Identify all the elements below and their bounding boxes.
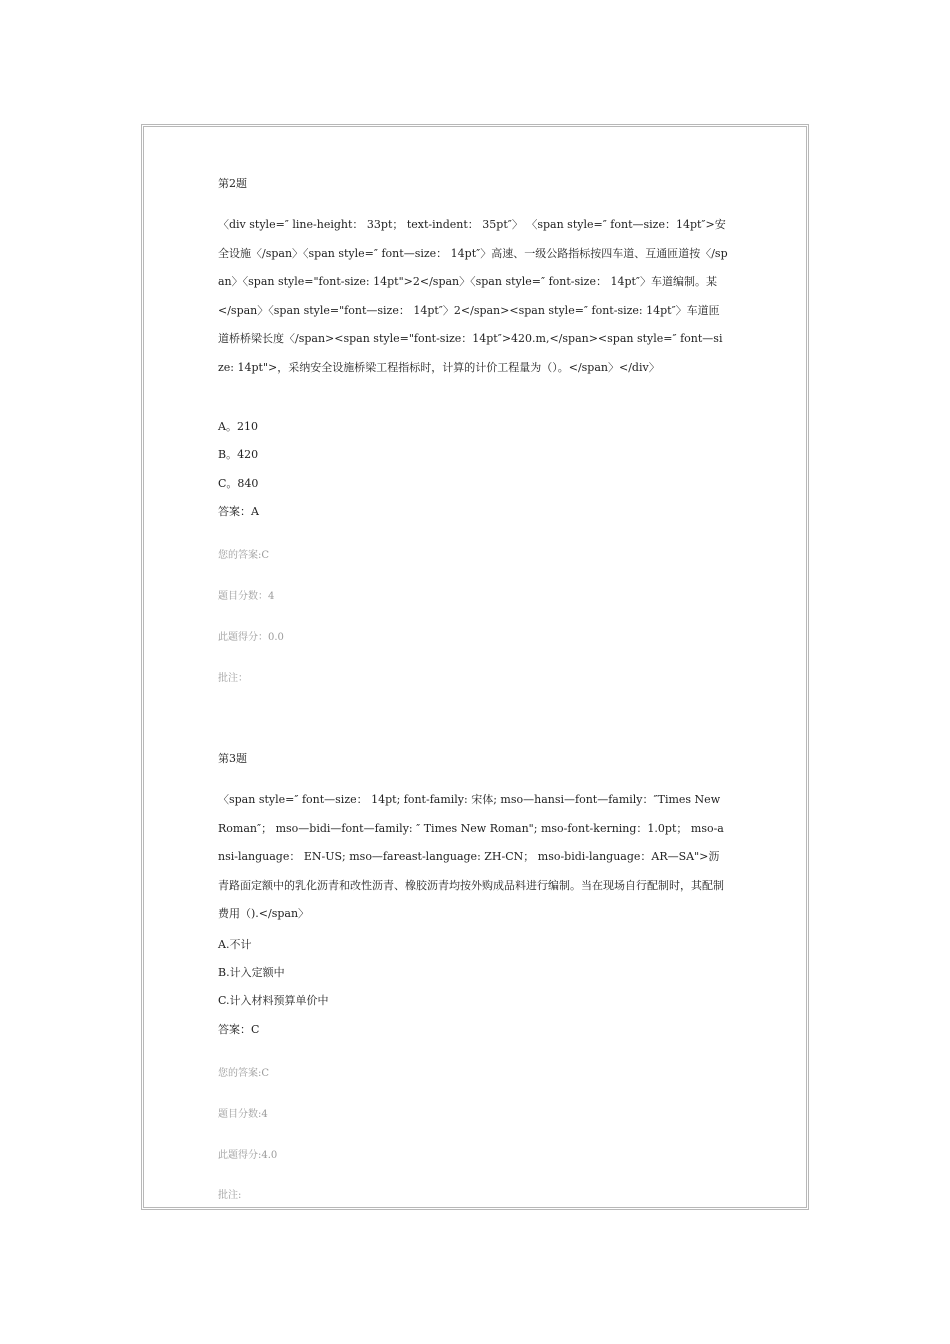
option-b: B.计入定额中 — [218, 966, 285, 979]
question-score: 题目分数:4 — [218, 1109, 268, 1120]
earned-score: 此题得分：0.0 — [218, 632, 284, 643]
earned-score: 此题得分:4.0 — [218, 1150, 278, 1161]
question-body: 〈div style=″ line-height： 33pt； text-indent： 35pt″〉 〈span style=″ font—size：14pt″>安全设施〈/span〉〈span style=″ font—size： 14pt″〉高速、一级公路指标按四车道、互通匝道按〈/span〉〈span style="font-size: 14pt">2</span〉〈span style=″ font-size： 14pt″〉车道编制。某</span〉〈span style="font—size： 14pt″〉2</span><span style=″ font-size: 14pt″〉车道匝道桥桥梁长度〈/span><span style="font-size：14pt″>420.m,</span><span style=″ font—size: 14pt">，采纳安全设施桥梁工程指标时，计算的计价工程量为（）。</span〉</div〉 — [218, 218, 728, 374]
option-b: B。420 — [218, 448, 259, 461]
question-title: 第2题 — [218, 177, 247, 190]
your-answer: 您的答案:C — [218, 1068, 270, 1079]
document-frame — [141, 124, 809, 1210]
option-c: C。840 — [218, 477, 259, 490]
correct-answer: 答案：A — [218, 505, 259, 518]
question-score: 题目分数：4 — [218, 591, 275, 602]
your-answer: 您的答案:C — [218, 550, 270, 561]
option-c: C.计入材料预算单价中 — [218, 994, 329, 1007]
correct-answer: 答案：C — [218, 1023, 260, 1036]
comment-label: 批注： — [218, 673, 248, 684]
question-title: 第3题 — [218, 752, 247, 765]
comment-label: 批注: — [218, 1190, 242, 1201]
question-body: 〈span style=″ font—size： 14pt; font-family: 宋体; mso—hansi—font—family：″Times New Roman″； mso—bidi—font—family: ″ Times New Roman"; mso-font-kerning：1.0pt； mso-ansi-language： EN-US; mso—fareast-language: ZH-CN； mso-bidi-language：AR—SA">沥青路面定额中的乳化沥青和改性沥青、橡胶沥青均按外购成品料进行编制。当在现场自行配制时，其配制费用（).</span〉 — [218, 793, 724, 920]
option-a: A。210 — [218, 420, 258, 433]
option-a: A.不计 — [218, 938, 252, 951]
